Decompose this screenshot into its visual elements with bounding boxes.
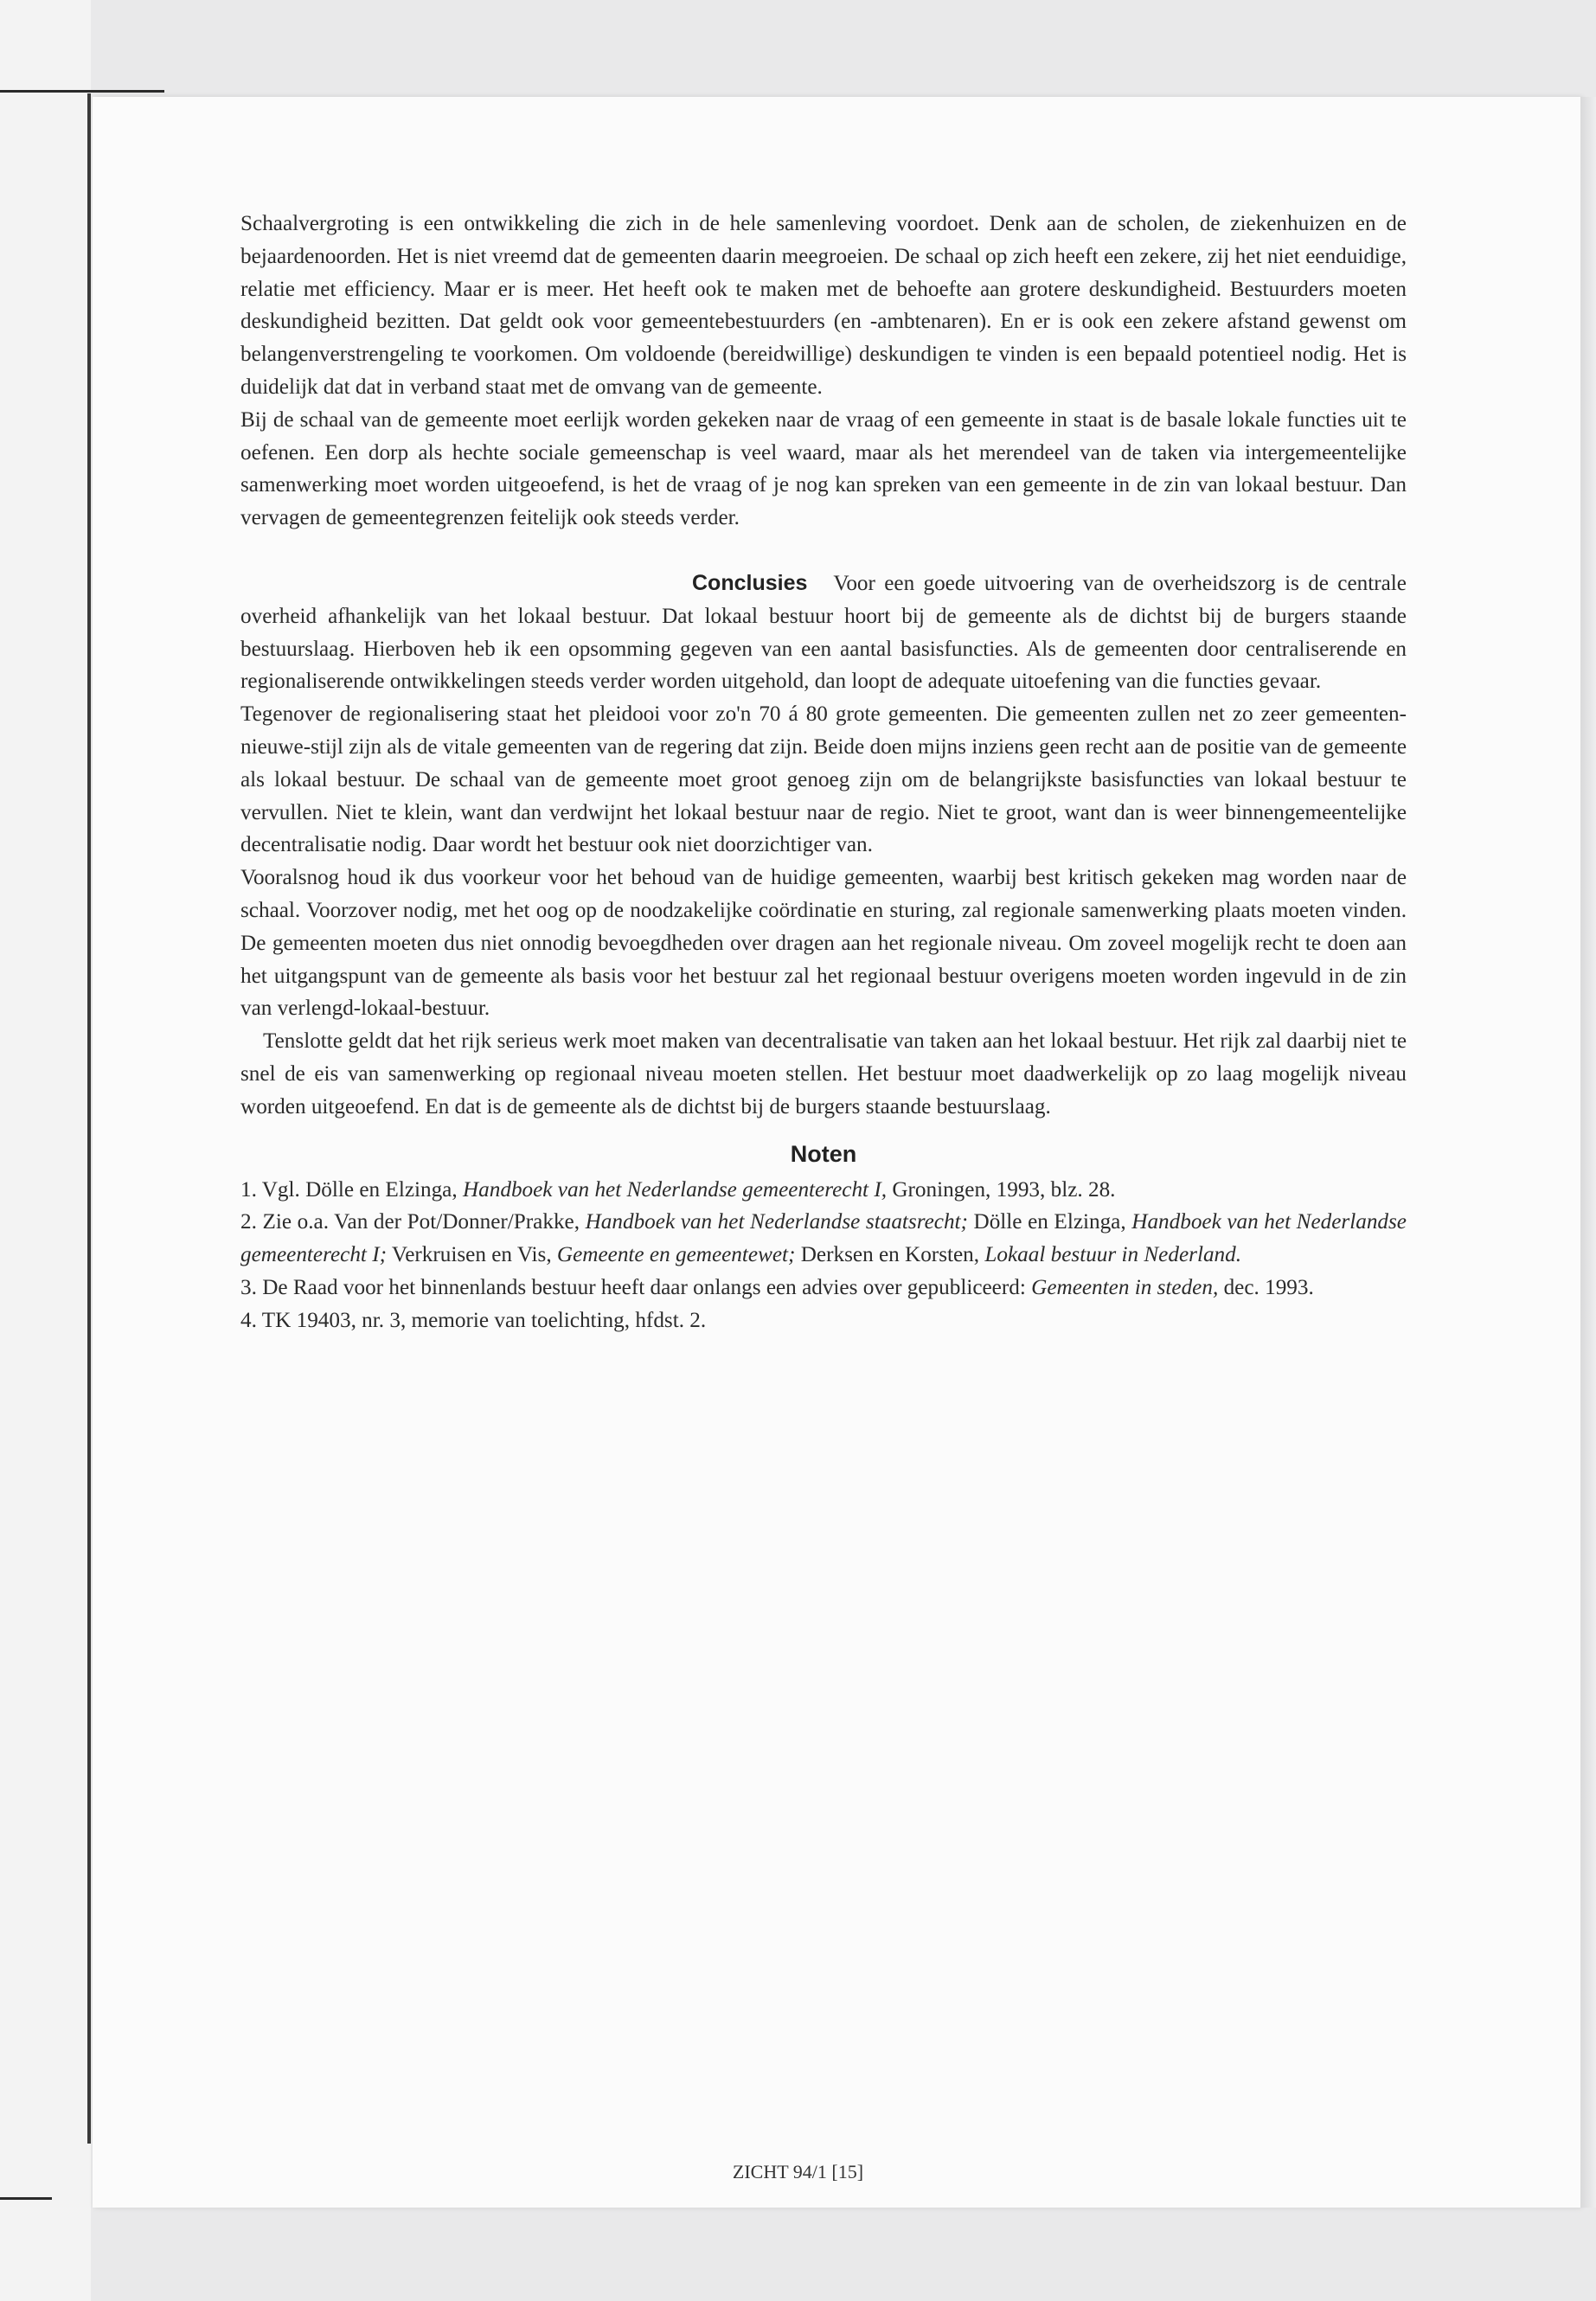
note-2-title-4: Lokaal bestuur in Nederland. bbox=[984, 1243, 1242, 1267]
note-2-text-4: Derksen en Korsten, bbox=[795, 1243, 985, 1267]
binding-line-bottom bbox=[0, 2197, 52, 2200]
note-2-text: 2. Zie o.a. Van der Pot/Donner/Prakke, bbox=[240, 1210, 586, 1234]
note-1 bbox=[240, 1174, 1407, 1207]
paragraph-5: Vooralsnog houd ik dus voorkeur voor het behoud van de huidige gemeenten, waarbij best kritisch gekeken mag worden naar de schaal. Voorzover nodig, met het oog op de noodzakelijke coördinatie en sturing, zal regionale samenwerking plaats moeten vinden. De gemeenten moeten dus niet onnodig bevoegdheden over dragen aan het regionale niveau. Om zoveel mogelijk recht te doen aan het uitgangspunt van de gemeente als basis voor het bestuur zal het regionaal bestuur overigens moeten worden ingevuld in de zin van verlengd-lokaal-bestuur. bbox=[240, 866, 1407, 1021]
page-footer: ZICHT 94/1 [15] bbox=[732, 2161, 864, 2182]
note-2-text-3: Verkruisen en Vis, bbox=[386, 1243, 557, 1267]
paragraph-2: Bij de schaal van de gemeente moet eerlijk worden gekeken naar de vraag of een gemeente in staat is de basale lokale functies uit te oefenen. Een dorp als hechte sociale gemeenschap is veel waard, maar als het merendeel van de taken via intergemeentelijke samenwerking moet worden uitgeoefend, is het de vraag of je nog kan spreken van een gemeente in de zin van lokaal bestuur. Dan vervagen de gemeentegrenzen feitelijk ook steeds verder. bbox=[240, 407, 1407, 530]
note-3-tail: dec. 1993. bbox=[1218, 1275, 1314, 1299]
note-1-title: Handboek van het Nederlandse gemeenterecht I, bbox=[462, 1177, 888, 1202]
page-edge-left bbox=[0, 0, 91, 2301]
note-3-text: 3. De Raad voor het binnenlands bestuur heeft daar onlangs een advies over gepubliceerd: bbox=[240, 1275, 1032, 1299]
section-gap bbox=[240, 535, 1407, 567]
binding-line-vertical bbox=[87, 93, 91, 2144]
note-1-text: 1. Vgl. Dölle en Elzinga, bbox=[240, 1177, 463, 1202]
paragraph-6: Tenslotte geldt dat het rijk serieus werk moet maken van decentralisatie van taken aan het lokaal bestuur. Het rijk zal daarbij niet te snel de eis van samenwerking op regionaal niveau moeten stellen. Het bestuur moet daadwerkelijk op zo laag mogelijk niveau worden uitgeoefend. En dat is de gemeente als de dichtst bij de burgers staande bestuurslaag. bbox=[240, 1029, 1407, 1118]
article-body bbox=[240, 208, 1407, 1337]
conclusies-heading: Conclusies bbox=[692, 570, 808, 595]
note-2-text-2: Dölle en Elzinga, bbox=[967, 1210, 1132, 1234]
paragraph-1: Schaalvergroting is een ontwikkeling die zich in de hele samenleving voordoet. Denk aan de scholen, de ziekenhuizen en de bejaardenoorden. Het is niet vreemd dat de gemeenten daarin meegroeien. De schaal op zich heeft een zekere, zij het niet eenduidige, relatie met efficiency. Maar er is meer. Het heeft ook te maken met de behoefte aan grotere deskundigheid. Bestuurders moeten deskundigheid bezitten. Dat geldt ook voor gemeentebestuurders (en -ambtenaren). En er is ook een zekere afstand gewenst om belangenverstrengeling te voorkomen. Om voldoende (bereidwillige) deskundigen te vinden is een bepaald potentieel nodig. Het is duidelijk dat dat in verband staat met de omvang van de gemeente. bbox=[240, 212, 1407, 399]
binding-line-top bbox=[0, 90, 164, 93]
page-shadow bbox=[1580, 97, 1596, 2208]
paragraph-3 bbox=[240, 567, 1407, 698]
note-3 bbox=[240, 1272, 1407, 1304]
note-2-title-2: Handboek van het Nederlandse gemeenterecht I; bbox=[240, 1210, 1407, 1267]
paragraph-4: Tegenover de regionalisering staat het pleidooi voor zo'n 70 á 80 grote gemeenten. Die gemeenten zullen net zo zeer gemeenten-nieuwe-stijl zijn als de vitale gemeenten van de regering dat zijn. Beide doen mijns inziens geen recht aan de positie van de gemeente als lokaal bestuur. De schaal van de gemeente moet groot genoeg zijn om de belangrijkste basisfuncties van lokaal bestuur te vervullen. Niet te klein, want dan verdwijnt het lokaal bestuur naar de regio. Niet te groot, want dan is weer binnengemeentelijke decentralisatie nodig. Daar wordt het bestuur ook niet doorzichtiger van. bbox=[240, 702, 1407, 857]
note-1-tail: Groningen, 1993, blz. 28. bbox=[887, 1177, 1116, 1202]
note-2-title-3: Gemeente en gemeentewet; bbox=[556, 1243, 796, 1267]
note-2 bbox=[240, 1206, 1407, 1272]
note-3-title: Gemeenten in steden, bbox=[1031, 1275, 1219, 1299]
notes-heading: Noten bbox=[790, 1140, 857, 1167]
note-2-title-1: Handboek van het Nederlandse staatsrecht; bbox=[585, 1210, 968, 1234]
paragraph-3-text: Voor een goede uitvoering van de overheidszorg is de centrale overheid afhankelijk van het lokaal bestuur. Dat lokaal bestuur hoort bij de gemeente als de dichtst bij de burgers staande bestuurslaag. Hierboven heb ik een opsomming gegeven van een aantal basisfuncties. Als de gemeenten door centraliserende en regionaliserende ontwikkelingen steeds verder worden uitgehold, dan loopt de adequate uitoefening van die functies gevaar. bbox=[240, 571, 1407, 694]
note-4: 4. TK 19403, nr. 3, memorie van toelichting, hfdst. 2. bbox=[240, 1308, 707, 1332]
